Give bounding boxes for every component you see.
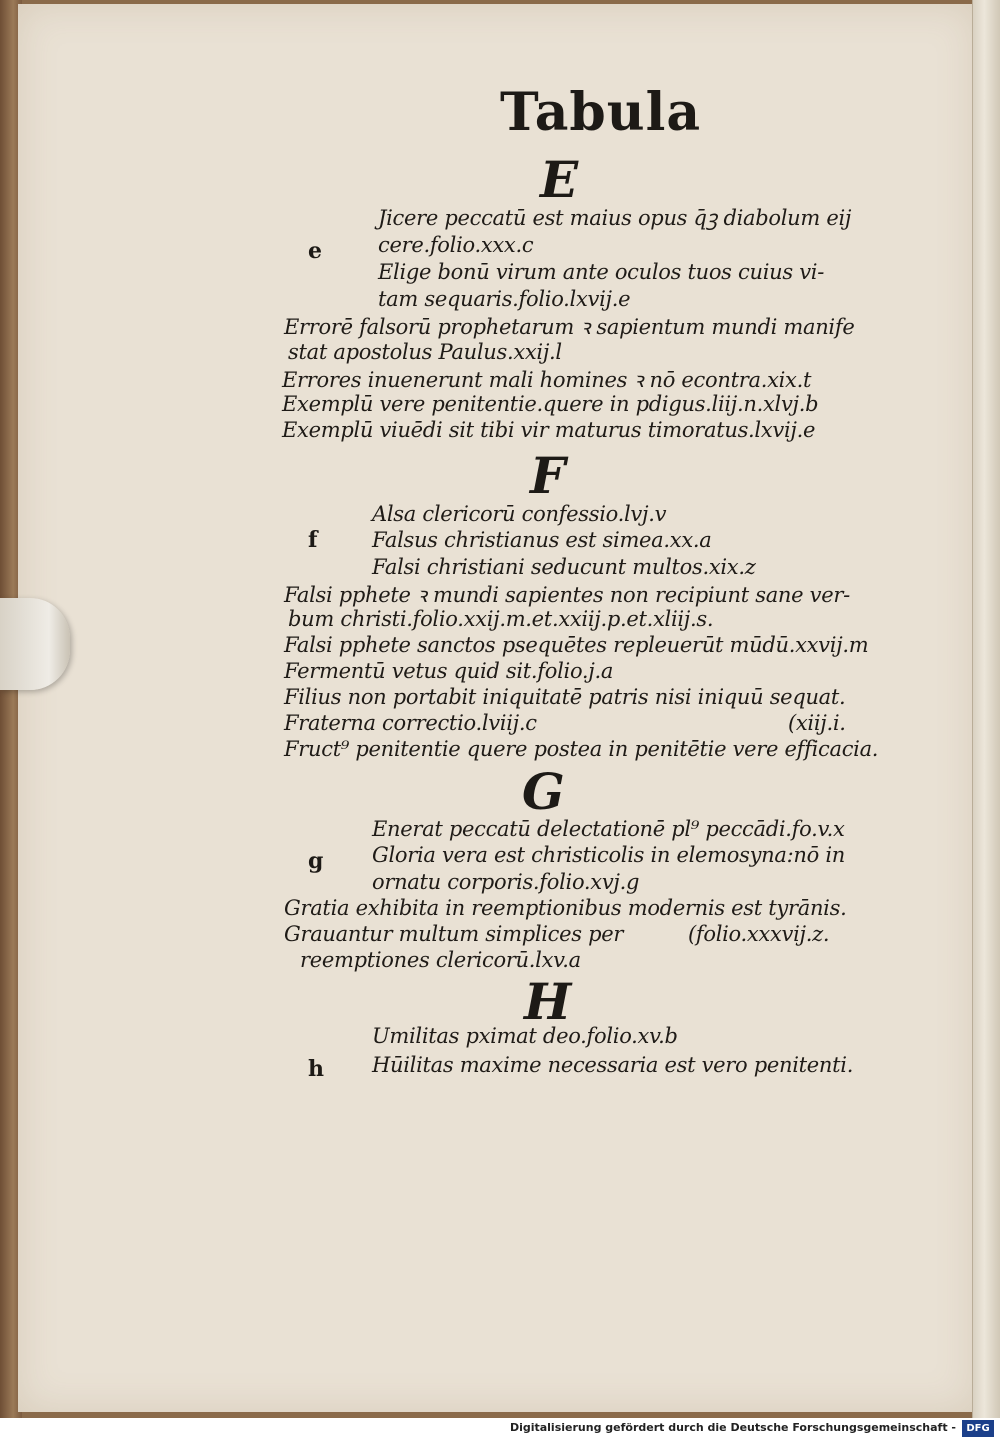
- entry-line: Exemplū vere penitentie.quere in pdigus.liij.n.xlvj.b: [282, 392, 819, 416]
- entry-line: Jicere peccatū est maius opus q̄ꝫ diabolum eij: [378, 206, 852, 230]
- section-initial-h: H: [524, 972, 572, 1031]
- entry-line: bum christi.folio.xxij.m.et.xxiij.p.et.xliij.s.: [288, 607, 714, 631]
- entry-line: reemptiones clericorū.lxv.a: [300, 948, 581, 972]
- entry-line: Hūilitas maxime necessaria est vero penitenti.: [372, 1053, 854, 1077]
- section-initial-f: F: [530, 446, 566, 505]
- entry-line: Alsa clericorū confessio.lvj.v: [372, 502, 667, 526]
- next-leaf-edge: [972, 0, 1000, 1418]
- entry-line: Fruct⁹ penitentie quere postea in penitētie vere efficacia.: [284, 737, 879, 761]
- entry-line: ornatu corporis.folio.xvj.g: [372, 870, 640, 894]
- section-initial-g: G: [522, 762, 565, 821]
- entry-line: Gloria vera est christicolis in elemosyna:nō in: [372, 843, 845, 867]
- section-initial-e: E: [540, 150, 579, 209]
- entry-line: Gratia exhibita in reemptionibus modernis est tyrānis.: [284, 896, 847, 920]
- entry-line: Fraterna correctio.lviij.c: [284, 711, 537, 735]
- entry-line: Falsi pphete ꝛ mundi sapientes non recipiunt sane ver-: [284, 583, 850, 607]
- entry-line: Falsus christianus est simea.xx.a: [372, 528, 712, 552]
- funding-notice: Digitalisierung gefördert durch die Deutsche Forschungsgemeinschaft -: [509, 1421, 956, 1434]
- entry-line: Elige bonū virum ante oculos tuos cuius vi-: [378, 260, 824, 284]
- entry-line-continuation: (xiij.i.: [788, 711, 846, 735]
- page-title: Tabula: [500, 82, 702, 143]
- margin-letter-f: f: [308, 527, 318, 553]
- entry-line: cere.folio.xxx.c: [378, 233, 534, 257]
- entry-line: Exemplū viuēdi sit tibi vir maturus timoratus.lxvij.e: [282, 418, 816, 442]
- margin-letter-h: h: [308, 1056, 324, 1082]
- entry-line: Falsi pphete sanctos psequētes repleuerūt mūdū.xxvij.m: [284, 633, 869, 657]
- entry-line: Filius non portabit iniquitatē patris nisi iniquū sequat.: [284, 685, 846, 709]
- entry-line: Fermentū vetus quid sit.folio.j.a: [284, 659, 614, 683]
- entry-line: Falsi christiani seducunt multos.xix.z: [372, 555, 756, 579]
- entry-line: stat apostolus Paulus.xxij.l: [288, 340, 562, 364]
- entry-line-continuation: (folio.xxxvij.z.: [688, 922, 830, 946]
- entry-line: Errores inuenerunt mali homines ꝛ nō econtra.xix.t: [282, 368, 812, 392]
- margin-letter-e: e: [308, 238, 322, 264]
- entry-line: tam sequaris.folio.lxvij.e: [378, 287, 631, 311]
- clasp: [0, 598, 70, 690]
- entry-line: Enerat peccatū delectationē pl⁹ peccādi.fo.v.x: [372, 817, 845, 841]
- entry-line: Grauantur multum simplices per: [284, 922, 624, 946]
- entry-line: Umilitas pximat deo.folio.xv.b: [372, 1024, 678, 1048]
- dfg-logo: DFG: [962, 1420, 994, 1437]
- footer-bar: [0, 1418, 1000, 1440]
- entry-line: Errorē falsorū prophetarum ꝛ sapientum mundi manife: [284, 315, 855, 339]
- margin-letter-g: g: [308, 848, 324, 874]
